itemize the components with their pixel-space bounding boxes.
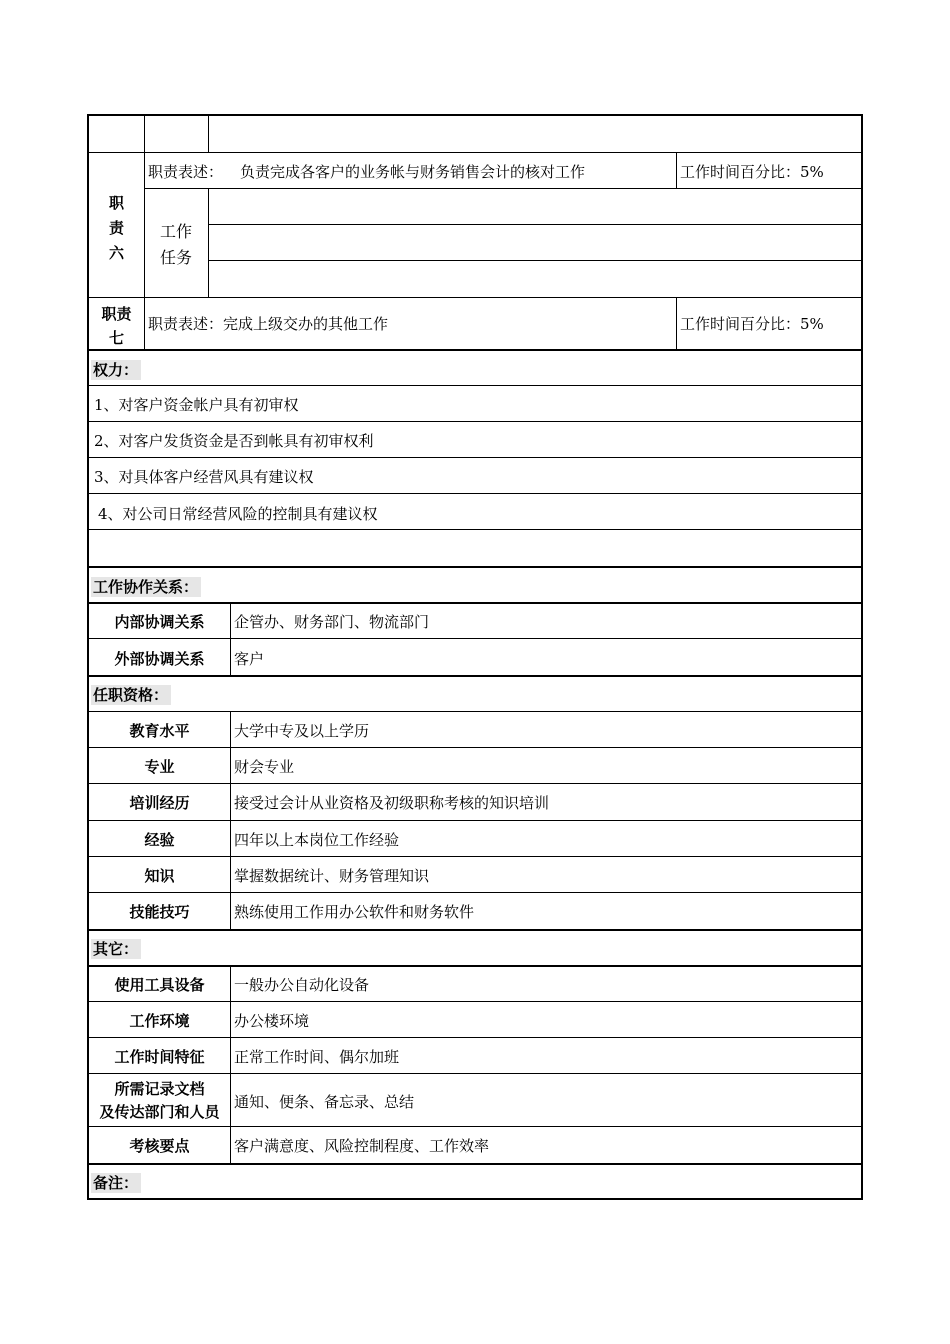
- other-section-title: 其它：: [91, 939, 141, 959]
- grid-line: [144, 297, 145, 349]
- duty7-label-line: 职责: [101, 305, 132, 323]
- work-time-label: 工作时间特征: [114, 1048, 205, 1066]
- experience-label: 经验: [144, 831, 175, 849]
- internal-relations-label: 内部协调关系: [114, 613, 205, 631]
- power-section-title: 权力：: [91, 360, 141, 380]
- assessment-value: 客户满意度、风险控制程度、工作效率: [234, 1137, 490, 1155]
- training-value: 接受过会计从业资格及初级职称考核的知识培训: [234, 794, 550, 812]
- grid-line: [89, 297, 861, 298]
- grid-line: [89, 152, 861, 153]
- grid-line: [89, 1073, 861, 1074]
- duty6-time-percentage: 工作时间百分比：5%: [680, 163, 824, 181]
- grid-line: [676, 152, 677, 188]
- grid-line: [208, 188, 209, 297]
- duty7-description: 职责表述：完成上级交办的其他工作: [148, 315, 389, 333]
- major-value: 财会专业: [234, 758, 295, 776]
- documents-label-line: 所需记录文档: [114, 1080, 205, 1098]
- documents-value: 通知、便条、备忘录、总结: [234, 1093, 415, 1111]
- grid-line: [89, 820, 861, 821]
- grid-line: [144, 116, 145, 152]
- duty7-label: [89, 302, 144, 350]
- grid-line: [676, 297, 677, 349]
- documents-label: [89, 1078, 230, 1124]
- grid-line: [89, 385, 861, 386]
- grid-line: [208, 224, 861, 225]
- remarks-section-title: 备注：: [91, 1173, 141, 1193]
- tools-value: 一般办公自动化设备: [234, 976, 370, 994]
- grid-line: [89, 566, 861, 568]
- knowledge-value: 掌握数据统计、财务管理知识: [234, 867, 430, 885]
- grid-line: [89, 638, 861, 639]
- duty6-task-label-line: 任务: [159, 248, 192, 267]
- education-label: 教育水平: [129, 722, 190, 740]
- grid-line: [89, 1037, 861, 1038]
- duty6-label-line: 职: [108, 194, 124, 212]
- grid-line: [89, 1163, 861, 1165]
- duty6-label-line: 六: [108, 244, 124, 262]
- grid-line: [89, 349, 861, 351]
- environment-value: 办公楼环境: [234, 1012, 310, 1030]
- environment-label: 工作环境: [129, 1012, 190, 1030]
- experience-value: 四年以上本岗位工作经验: [234, 831, 400, 849]
- knowledge-label: 知识: [144, 867, 175, 885]
- grid-line: [89, 747, 861, 748]
- grid-line: [89, 856, 861, 857]
- education-value: 大学中专及以上学历: [234, 722, 370, 740]
- training-label: 培训经历: [129, 794, 190, 812]
- work-time-value: 正常工作时间、偶尔加班: [234, 1048, 400, 1066]
- grid-line: [89, 675, 861, 677]
- grid-line: [144, 188, 861, 189]
- grid-line: [89, 892, 861, 893]
- grid-line: [89, 529, 861, 530]
- internal-relations-value: 企管办、财务部门、物流部门: [234, 613, 430, 631]
- skills-label: 技能技巧: [129, 903, 190, 921]
- duty7-label-line: 七: [108, 329, 124, 347]
- assessment-label: 考核要点: [129, 1137, 190, 1155]
- duty6-description: 负责完成各客户的业务帐与财务销售会计的核对工作: [240, 163, 586, 181]
- grid-line: [89, 457, 861, 458]
- grid-line: [89, 965, 861, 967]
- grid-line: [230, 965, 231, 1163]
- grid-line: [208, 260, 861, 261]
- job-description-table: [87, 114, 863, 1200]
- grid-line: [89, 1126, 861, 1127]
- power-item: 1、对客户资金帐户具有初审权: [94, 396, 299, 414]
- power-item: 2、对客户发货资金是否到帐具有初审权利: [94, 432, 374, 450]
- grid-line: [89, 1001, 861, 1002]
- major-label: 专业: [144, 758, 175, 776]
- duty6-description-label: 职责表述：: [148, 163, 224, 181]
- grid-line: [89, 711, 861, 712]
- duty6-task-label-line: 工作: [159, 222, 192, 241]
- grid-line: [89, 783, 861, 784]
- grid-line: [89, 493, 861, 494]
- power-item: 3、对具体客户经营风具有建议权: [94, 468, 314, 486]
- external-relations-label: 外部协调关系: [114, 650, 205, 668]
- grid-line: [208, 116, 209, 152]
- qualifications-section-title: 任职资格：: [91, 685, 171, 705]
- tools-label: 使用工具设备: [114, 976, 205, 994]
- relations-section-title: 工作协作关系：: [91, 577, 201, 597]
- power-item: 4、对公司日常经营风险的控制具有建议权: [98, 505, 378, 523]
- duty7-time-percentage: 工作时间百分比：5%: [680, 315, 824, 333]
- duty6-label: [89, 191, 144, 266]
- grid-line: [89, 602, 861, 604]
- documents-label-line: 及传达部门和人员: [99, 1103, 220, 1121]
- grid-line: [89, 421, 861, 422]
- external-relations-value: 客户: [234, 650, 265, 668]
- duty6-label-line: 责: [108, 219, 124, 237]
- grid-line: [89, 929, 861, 931]
- skills-value: 熟练使用工作用办公软件和财务软件: [234, 903, 475, 921]
- duty6-task-label: [144, 219, 208, 271]
